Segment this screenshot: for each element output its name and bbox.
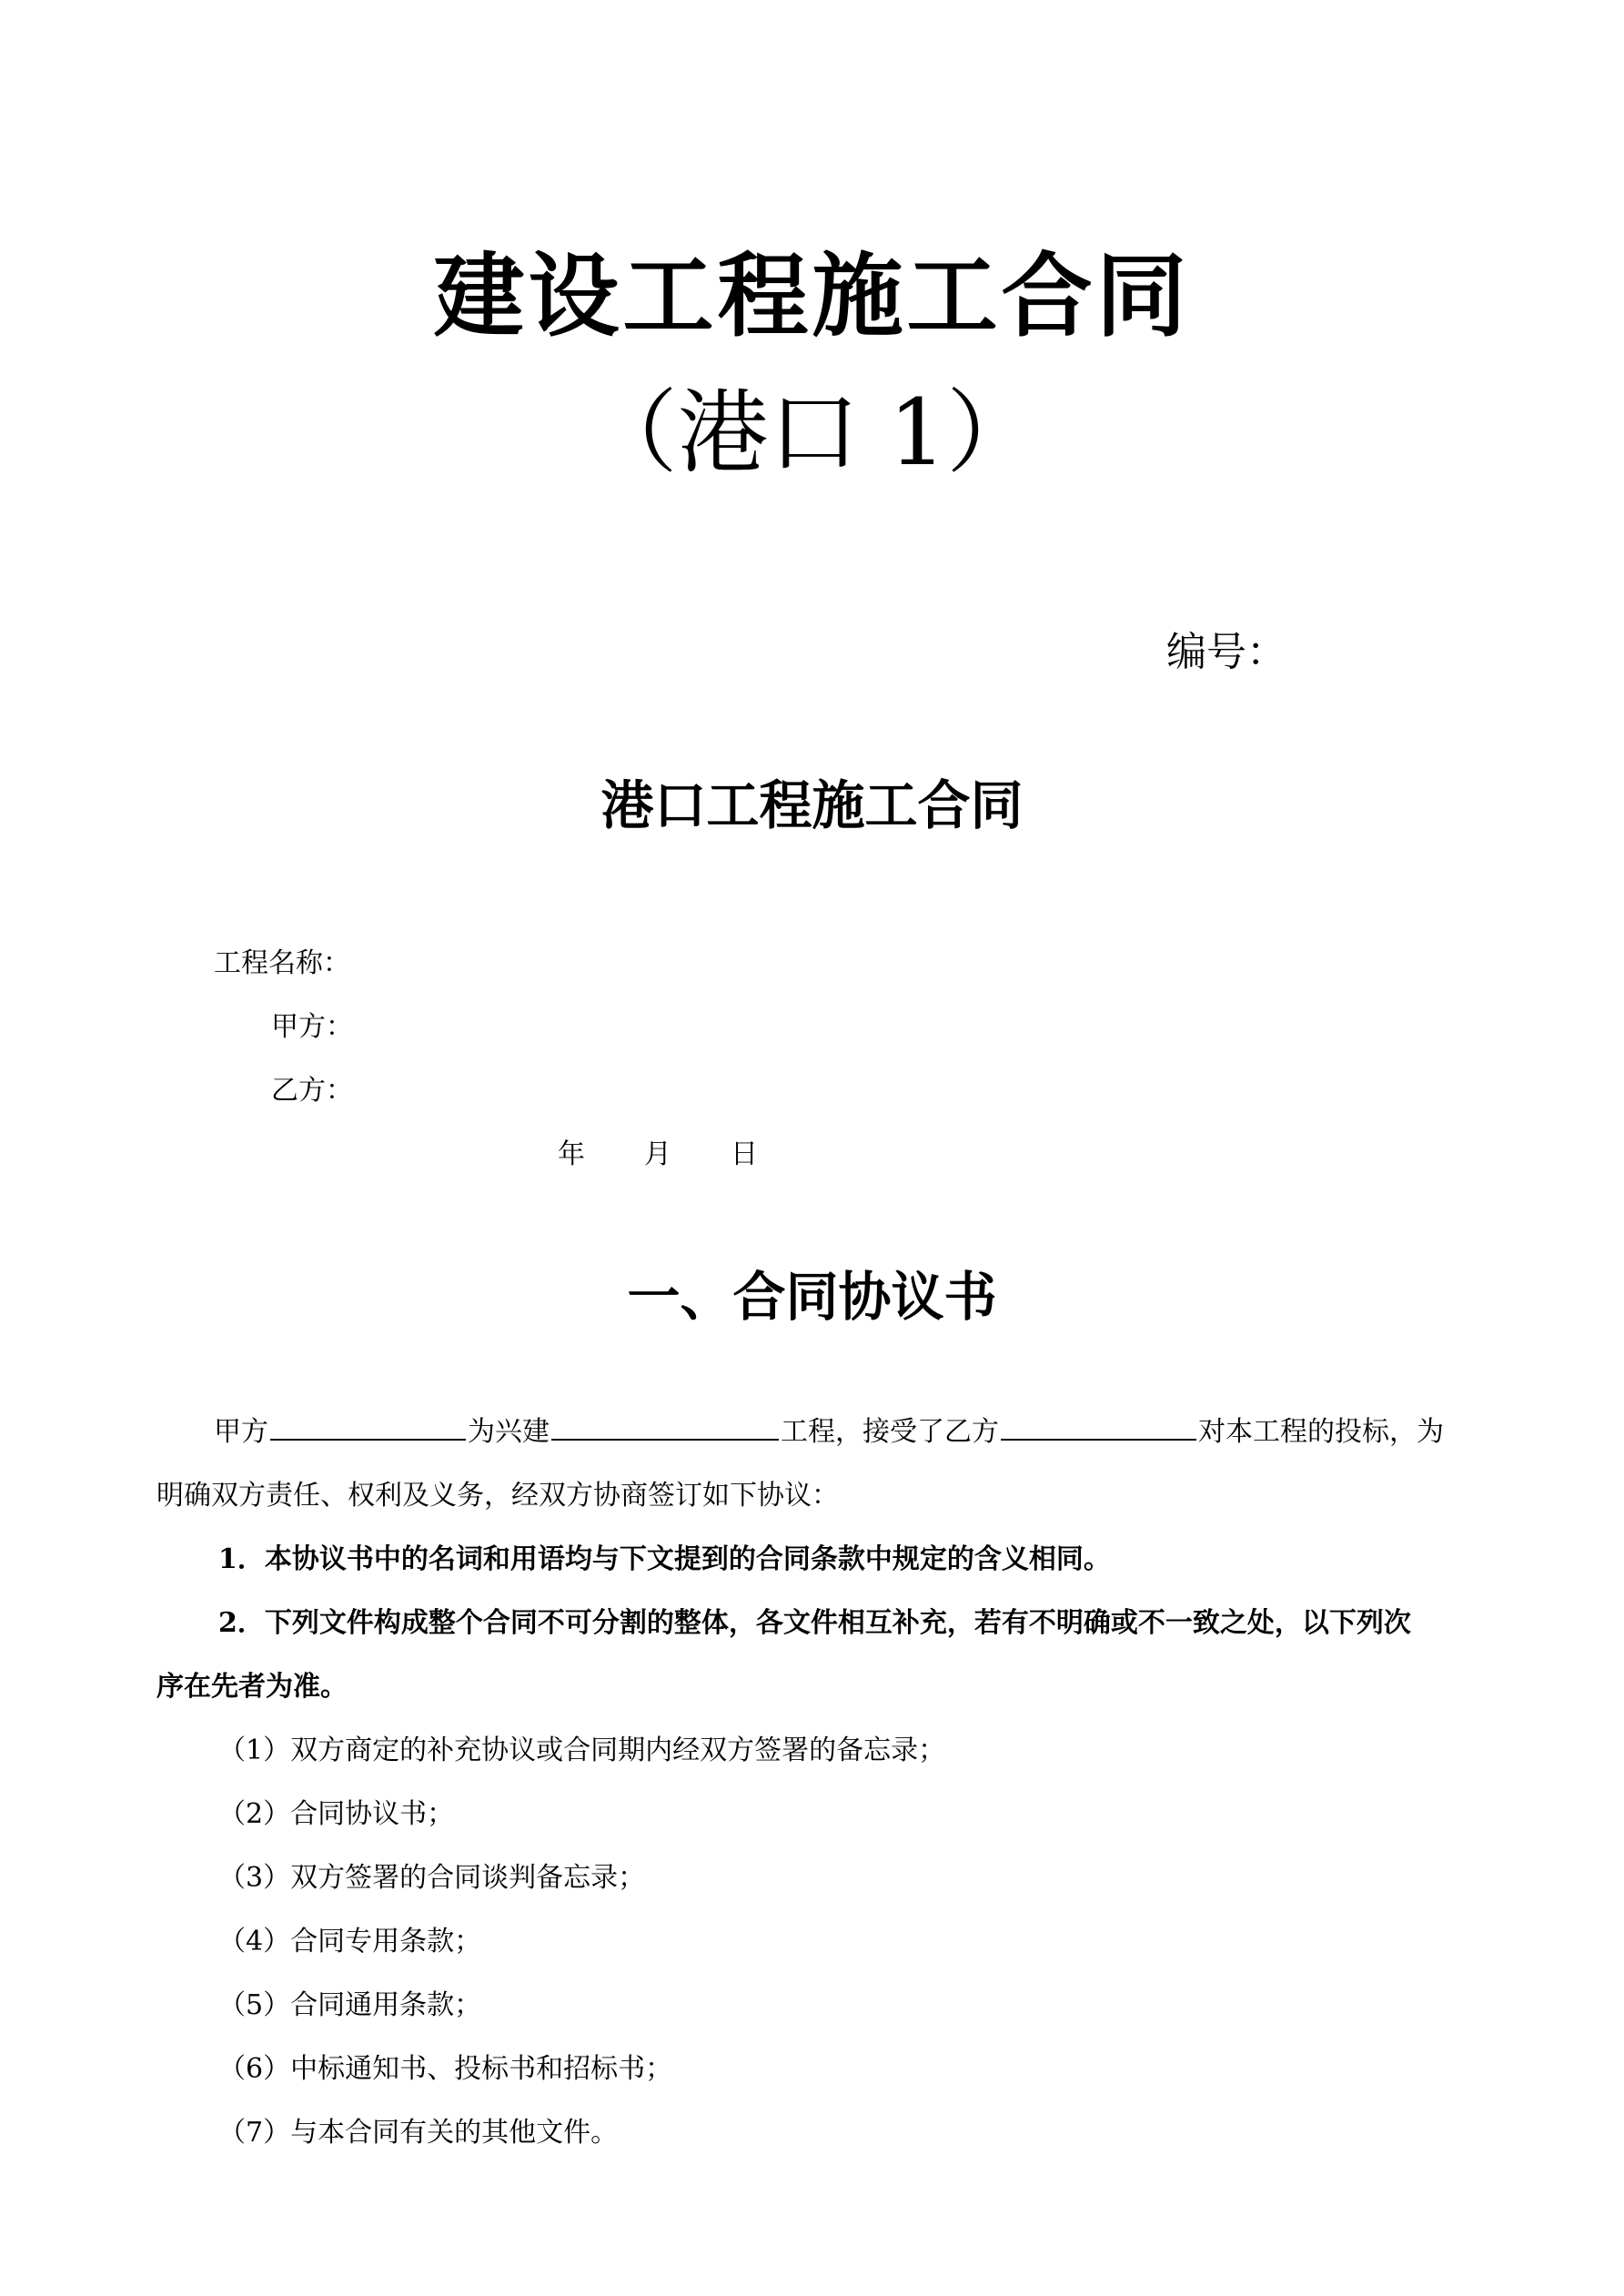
intro-text-a: 甲方 — [214, 1416, 268, 1448]
section-heading: 一、合同协议书 — [627, 1266, 997, 1328]
document-subtitle: （港口 1） — [586, 379, 1038, 486]
list-item: （7）与本合同有关的其他文件。 — [218, 2117, 619, 2149]
list-item: （4）合同专用条款； — [218, 1926, 482, 1957]
intro-text-c: 工程，接受了乙方 — [781, 1416, 999, 1448]
intro-text-b: 为兴建 — [468, 1416, 550, 1448]
clause-1: 1．本协议书中的名词和用语均与下文提到的合同条款中规定的含义相同。 — [218, 1543, 1111, 1575]
clause-2-line1: 2．下列文件构成整个合同不可分割的整体，各文件相互补充，若有不明确或不一致之处，以下列次 — [218, 1607, 1411, 1639]
intro-paragraph-line1 — [214, 1409, 1444, 1449]
project-name-label: 工程名称： — [214, 947, 350, 979]
list-item: （3）双方签署的合同谈判备忘录； — [218, 1862, 646, 1894]
date-day-label: 日 — [731, 1138, 758, 1170]
intro-text-d: 对本工程的投标，为 — [1198, 1416, 1444, 1448]
document-title: 建设工程施工合同 — [433, 242, 1191, 349]
date-month-label: 月 — [644, 1138, 671, 1170]
party-b-blank — [1001, 1411, 1196, 1441]
list-item: （6）中标通知书、投标书和招标书； — [218, 2053, 673, 2085]
party-a-label: 甲方： — [271, 1011, 353, 1043]
list-item: （1）双方商定的补充协议或合同期内经双方签署的备忘录； — [218, 1735, 946, 1766]
contract-title: 港口工程施工合同 — [600, 774, 1024, 836]
clause-2-line2: 序在先者为准。 — [156, 1671, 348, 1703]
number-label: 编号： — [1166, 629, 1286, 675]
date-year-label: 年 — [558, 1138, 585, 1170]
list-item: （2）合同协议书； — [218, 1798, 455, 1830]
party-b-label: 乙方： — [271, 1075, 353, 1107]
intro-paragraph-line2: 明确双方责任、权利及义务，经双方协商签订如下协议： — [156, 1480, 839, 1512]
list-item: （5）合同通用条款； — [218, 1989, 482, 2021]
party-a-blank — [270, 1411, 466, 1441]
project-blank — [551, 1411, 779, 1441]
